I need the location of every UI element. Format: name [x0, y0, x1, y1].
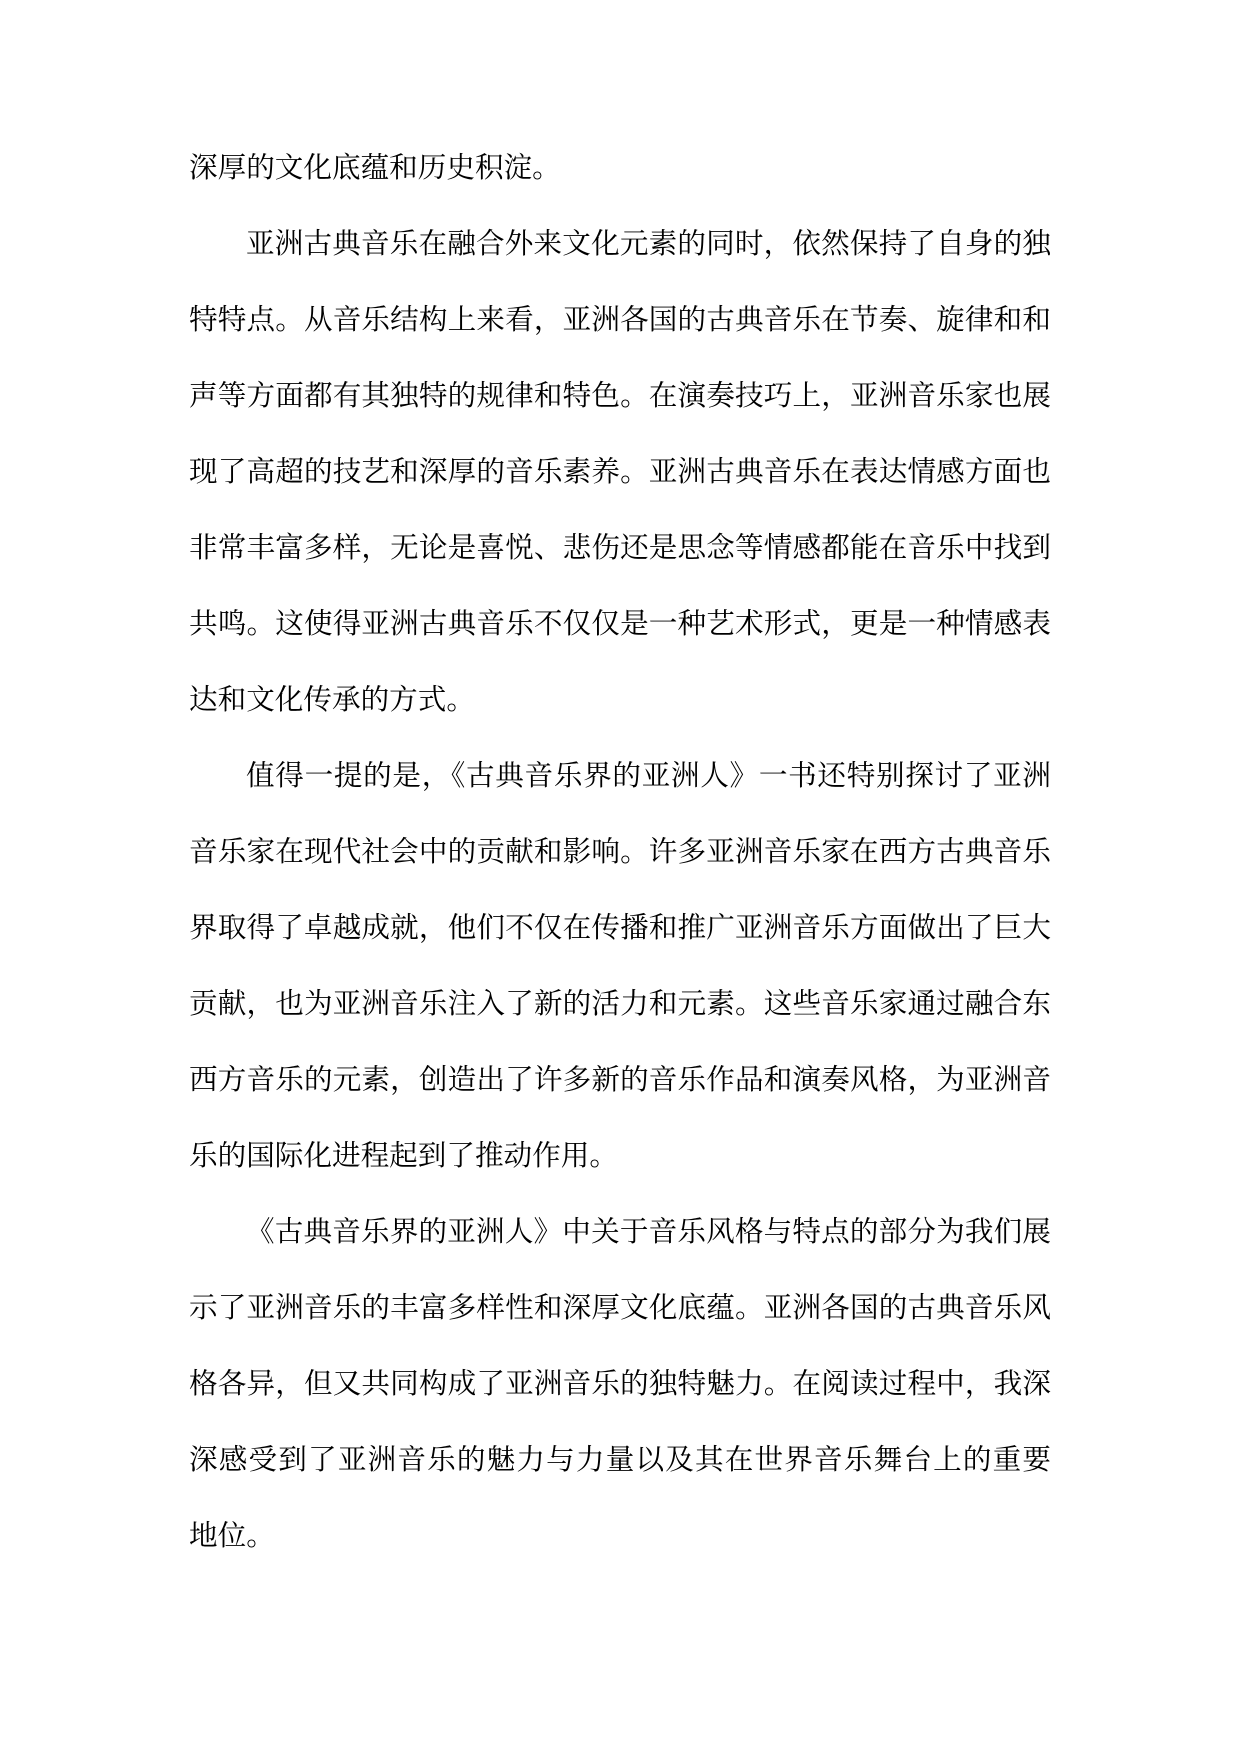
text-line: 现了高超的技艺和深厚的音乐素养。亚洲古典音乐在表达情感方面也	[189, 457, 1051, 488]
text-line: 亚洲古典音乐在融合外来文化元素的同时，依然保持了自身的独	[246, 229, 1051, 260]
text-line: 音乐家在现代社会中的贡献和影响。许多亚洲音乐家在西方古典音乐	[189, 837, 1051, 868]
text-line: 格各异，但又共同构成了亚洲音乐的独特魅力。在阅读过程中，我深	[189, 1369, 1051, 1400]
text-line: 特特点。从音乐结构上来看，亚洲各国的古典音乐在节奏、旋律和和	[189, 305, 1051, 336]
text-line: 示了亚洲音乐的丰富多样性和深厚文化底蕴。亚洲各国的古典音乐风	[189, 1293, 1051, 1324]
text-line: 深感受到了亚洲音乐的魅力与力量以及其在世界音乐舞台上的重要	[189, 1445, 1051, 1476]
text-line: 达和文化传承的方式。	[189, 685, 475, 716]
document-text	[189, 131, 1051, 1575]
text-line: 界取得了卓越成就，他们不仅在传播和推广亚洲音乐方面做出了巨大	[189, 913, 1051, 944]
text-line: 贡献，也为亚洲音乐注入了新的活力和元素。这些音乐家通过融合东	[189, 989, 1051, 1020]
text-line: 地位。	[189, 1521, 275, 1552]
text-line: 非常丰富多样，无论是喜悦、悲伤还是思念等情感都能在音乐中找到	[189, 533, 1051, 564]
text-line: 深厚的文化底蕴和历史积淀。	[189, 153, 561, 184]
text-line: 共鸣。这使得亚洲古典音乐不仅仅是一种艺术形式，更是一种情感表	[189, 609, 1051, 640]
text-line: 《古典音乐界的亚洲人》中关于音乐风格与特点的部分为我们展	[246, 1217, 1051, 1248]
text-line: 乐的国际化进程起到了推动作用。	[189, 1141, 618, 1172]
text-line: 西方音乐的元素，创造出了许多新的音乐作品和演奏风格，为亚洲音	[189, 1065, 1051, 1096]
text-line: 值得一提的是，《古典音乐界的亚洲人》一书还特别探讨了亚洲	[246, 761, 1051, 792]
text-line: 声等方面都有其独特的规律和特色。在演奏技巧上，亚洲音乐家也展	[189, 381, 1051, 412]
